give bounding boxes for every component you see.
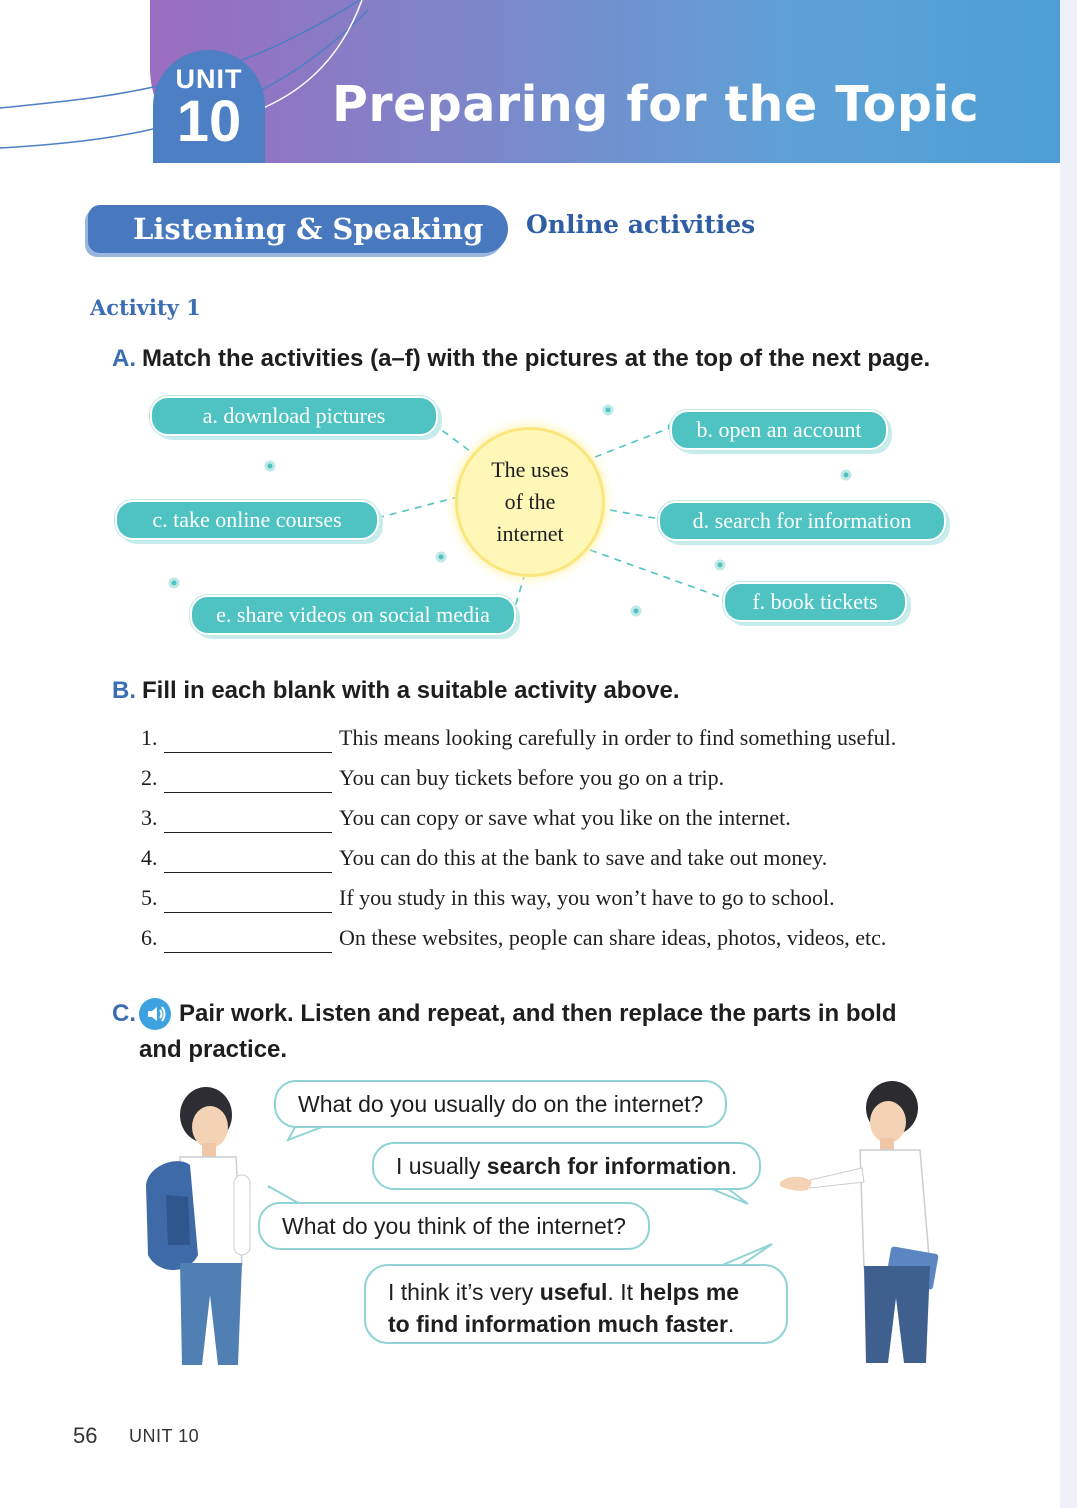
speech-bubble-1: What do you usually do on the internet?	[274, 1080, 727, 1128]
answer-blank[interactable]	[164, 887, 332, 913]
part-c-heading	[112, 1000, 142, 1028]
part-a-letter: A.	[112, 345, 136, 372]
row-number: 6.	[141, 925, 158, 950]
bubble-2-bold: search for information	[486, 1153, 731, 1179]
activity-pill-d: d. search for information	[658, 501, 946, 541]
part-b-instruction: Fill in each blank with a suitable activity above.	[142, 677, 680, 704]
row-number: 3.	[141, 805, 158, 830]
answer-blank[interactable]	[164, 847, 332, 873]
part-b-letter: B.	[112, 677, 136, 704]
unit-badge	[153, 50, 265, 163]
page-title: Preparing for the Topic	[332, 76, 980, 133]
bubble-4-line-2	[388, 1308, 764, 1340]
answer-blank[interactable]	[164, 767, 332, 793]
section-label: Listening & Speaking	[88, 205, 508, 253]
page-number: 56	[73, 1423, 98, 1448]
part-b-heading	[112, 677, 680, 705]
bubble-2-text: I usually	[396, 1153, 487, 1179]
speech-bubble-2	[372, 1142, 761, 1190]
audio-speaker-icon[interactable]	[139, 998, 171, 1030]
speech-bubble-4	[364, 1264, 788, 1344]
part-a-instruction: Match the activities (a–f) with the pictures at the top of the next page.	[142, 345, 931, 372]
activity-pill-b: b. open an account	[670, 410, 888, 450]
row-number: 1.	[141, 725, 158, 750]
row-sentence: You can buy tickets before you go on a trip.	[339, 765, 725, 790]
bubble-4-bold-b: helps me	[639, 1279, 740, 1305]
part-a-heading	[112, 345, 930, 373]
part-c-instruction-2: and practice.	[139, 1036, 288, 1063]
row-sentence: You can do this at the bank to save and take out money.	[339, 845, 828, 870]
part-c-letter: C.	[112, 1000, 136, 1027]
unit-number: 10	[176, 89, 242, 154]
center-line-1: The uses	[491, 457, 569, 482]
activity-pill-c: c. take online courses	[115, 500, 379, 540]
activity-pill-e: e. share videos on social media	[190, 595, 516, 635]
speech-bubble-3: What do you think of the internet?	[258, 1202, 650, 1250]
row-sentence: If you study in this way, you won’t have to go to school.	[339, 885, 835, 910]
unit-word: UNIT	[175, 64, 243, 94]
footer-unit-label: UNIT 10	[129, 1426, 200, 1446]
row-number: 5.	[141, 885, 158, 910]
answer-blank[interactable]	[164, 727, 332, 753]
row-sentence: This means looking carefully in order to find something useful.	[339, 725, 897, 750]
bubble-4-bold-c: to find information much faster	[388, 1311, 728, 1337]
part-c-instruction-1: Pair work. Listen and repeat, and then replace the parts in bold	[179, 1000, 897, 1027]
row-number: 2.	[141, 765, 158, 790]
row-number: 4.	[141, 845, 158, 870]
page-edge	[1060, 0, 1077, 1508]
bubble-4-bold-a: useful	[539, 1279, 608, 1305]
bubble-4-text-a: I think it’s very	[388, 1279, 540, 1305]
bubble-4-text-b: . It	[607, 1279, 640, 1305]
mind-map-center	[458, 430, 602, 574]
activity-pill-a: a. download pictures	[150, 396, 438, 436]
answer-blank[interactable]	[164, 807, 332, 833]
answer-blank[interactable]	[164, 927, 332, 953]
bubble-4-text-c: .	[727, 1311, 735, 1337]
center-line-2: of the	[504, 489, 556, 514]
bubble-2-end: .	[730, 1153, 738, 1179]
section-subtitle: Online activities	[526, 210, 756, 239]
center-line-3: internet	[496, 521, 564, 546]
activity-heading: Activity 1	[90, 295, 201, 320]
bubble-4-line-1	[388, 1276, 764, 1308]
row-sentence: You can copy or save what you like on the internet.	[339, 805, 791, 830]
row-sentence: On these websites, people can share ideas, photos, videos, etc.	[339, 925, 887, 950]
activity-pill-f: f. book tickets	[723, 582, 907, 622]
